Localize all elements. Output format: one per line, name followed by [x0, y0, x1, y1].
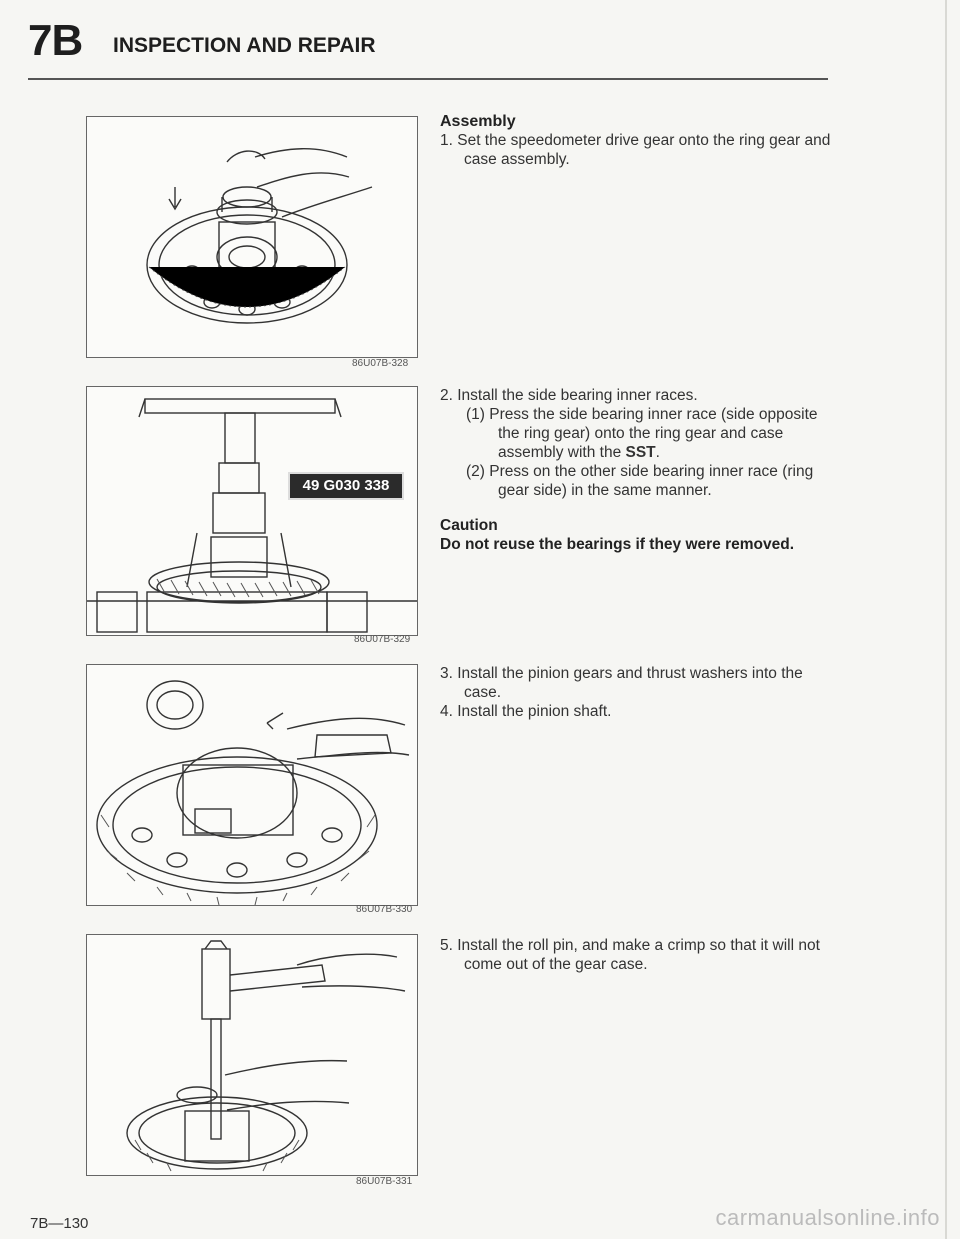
figure-caption: 86U07B-331	[356, 1176, 413, 1187]
assembly-step-2	[440, 386, 840, 554]
substep-end: .	[655, 444, 660, 461]
step-text: 5. Install the roll pin, and make a crimp so that it will not come out of the gear case.	[440, 937, 820, 973]
substep-text	[440, 405, 840, 462]
header-rule	[28, 78, 828, 80]
assembly-steps-3-4	[440, 664, 840, 721]
step-text: 4. Install the pinion shaft.	[440, 703, 612, 720]
pinion-gear-illustration	[87, 665, 417, 905]
page-edge	[945, 0, 947, 1239]
page-number: 7B—130	[30, 1215, 89, 1232]
roll-pin-illustration	[87, 935, 417, 1175]
figure-caption: 86U07B-329	[354, 634, 411, 645]
tool-label-badge: 49 G030 338	[288, 472, 404, 500]
page-header	[28, 16, 828, 80]
substep-text: (2) Press on the other side bearing inner race (ring gear side) in the same manner.	[466, 463, 814, 499]
caution-title: Caution	[440, 517, 498, 534]
section-title: INSPECTION AND REPAIR	[113, 34, 376, 57]
step-text: 2. Install the side bearing inner races.	[440, 387, 698, 404]
figure-pinion-gears	[86, 664, 418, 906]
figure-caption: 86U07B-328	[352, 358, 409, 369]
bearing-press-illustration	[87, 387, 417, 635]
figure-speedometer-gear	[86, 116, 418, 358]
section-number: 7B	[28, 16, 83, 65]
substep-body: (1) Press the side bearing inner race (side opposite the ring gear) onto the ring gear and case assembly with the	[466, 406, 818, 461]
step-text: 1. Set the speedometer drive gear onto the ring gear and case assembly.	[440, 132, 831, 168]
figure-caption: 86U07B-330	[356, 904, 413, 915]
sst-term: SST	[625, 444, 656, 461]
step-text: 3. Install the pinion gears and thrust washers into the case.	[440, 665, 803, 701]
caution-body: Do not reuse the bearings if they were removed.	[440, 536, 795, 553]
assembly-step-5	[440, 936, 840, 974]
watermark: carmanualsonline.info	[715, 1205, 940, 1230]
section-heading: Assembly	[440, 113, 516, 130]
figure-roll-pin	[86, 934, 418, 1176]
figure-bearing-installer	[86, 386, 418, 636]
speedometer-gear-illustration	[87, 117, 417, 357]
assembly-step-1	[440, 112, 840, 169]
